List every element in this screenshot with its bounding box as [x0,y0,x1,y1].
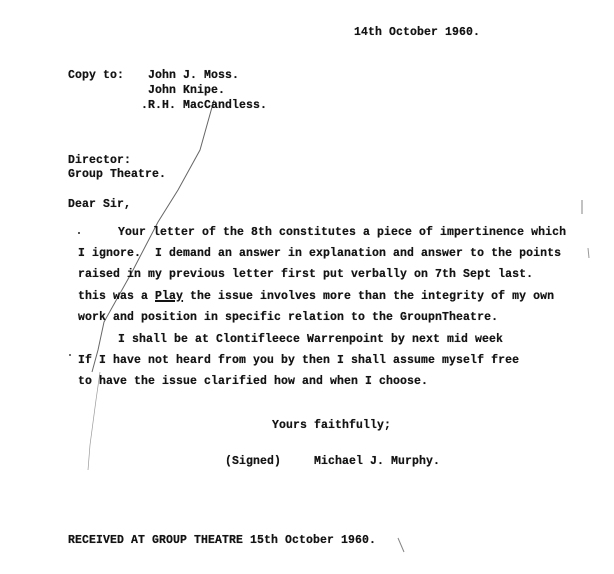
copy-recipient: John J. Moss. [148,69,240,82]
speck [69,354,71,356]
received-stamp: RECEIVED AT GROUP THEATRE 15th October 1960. [68,534,377,547]
body-line: Your letter of the 8th constitutes a piece of impertinence which [118,226,567,239]
body-line: If I have not heard from you by then I shall assume myself free [78,354,520,367]
body-line: raised in my previous letter first put verbally on 7th Sept last. [78,268,534,281]
salutation: Dear Sir, [68,198,132,211]
addressee-title: Director: [68,154,132,167]
stray-mark-bottom [398,538,404,552]
body-line: I ignore. I demand an answer in explanation and answer to the points [78,247,562,260]
body-line: work and position in specific relation to the GroupnTheatre. [78,311,499,324]
addressee-organisation: Group Theatre. [68,168,167,181]
body-line [78,290,554,304]
signed-label: (Signed) [225,455,282,468]
copy-recipient: John Knipe. [148,84,226,97]
closing: Yours faithfully; [272,419,392,432]
copy-recipient: .R.H. MacCandless. [141,99,268,112]
stray-mark-right-2 [588,248,589,258]
letter-date: 14th October 1960. [354,26,481,39]
speck [78,232,80,234]
body-text: this was a [78,290,156,303]
body-line: to have the issue clarified how and when I choose. [78,375,429,388]
body-text: the issue involves more than the integrity of my own [183,290,555,303]
copy-to-label: Copy to: [68,69,125,82]
signature-name: Michael J. Murphy. [314,455,441,468]
underlined-word: Play [155,290,184,303]
body-line: I shall be at Clontifleece Warrenpoint by next mid week [118,333,504,346]
